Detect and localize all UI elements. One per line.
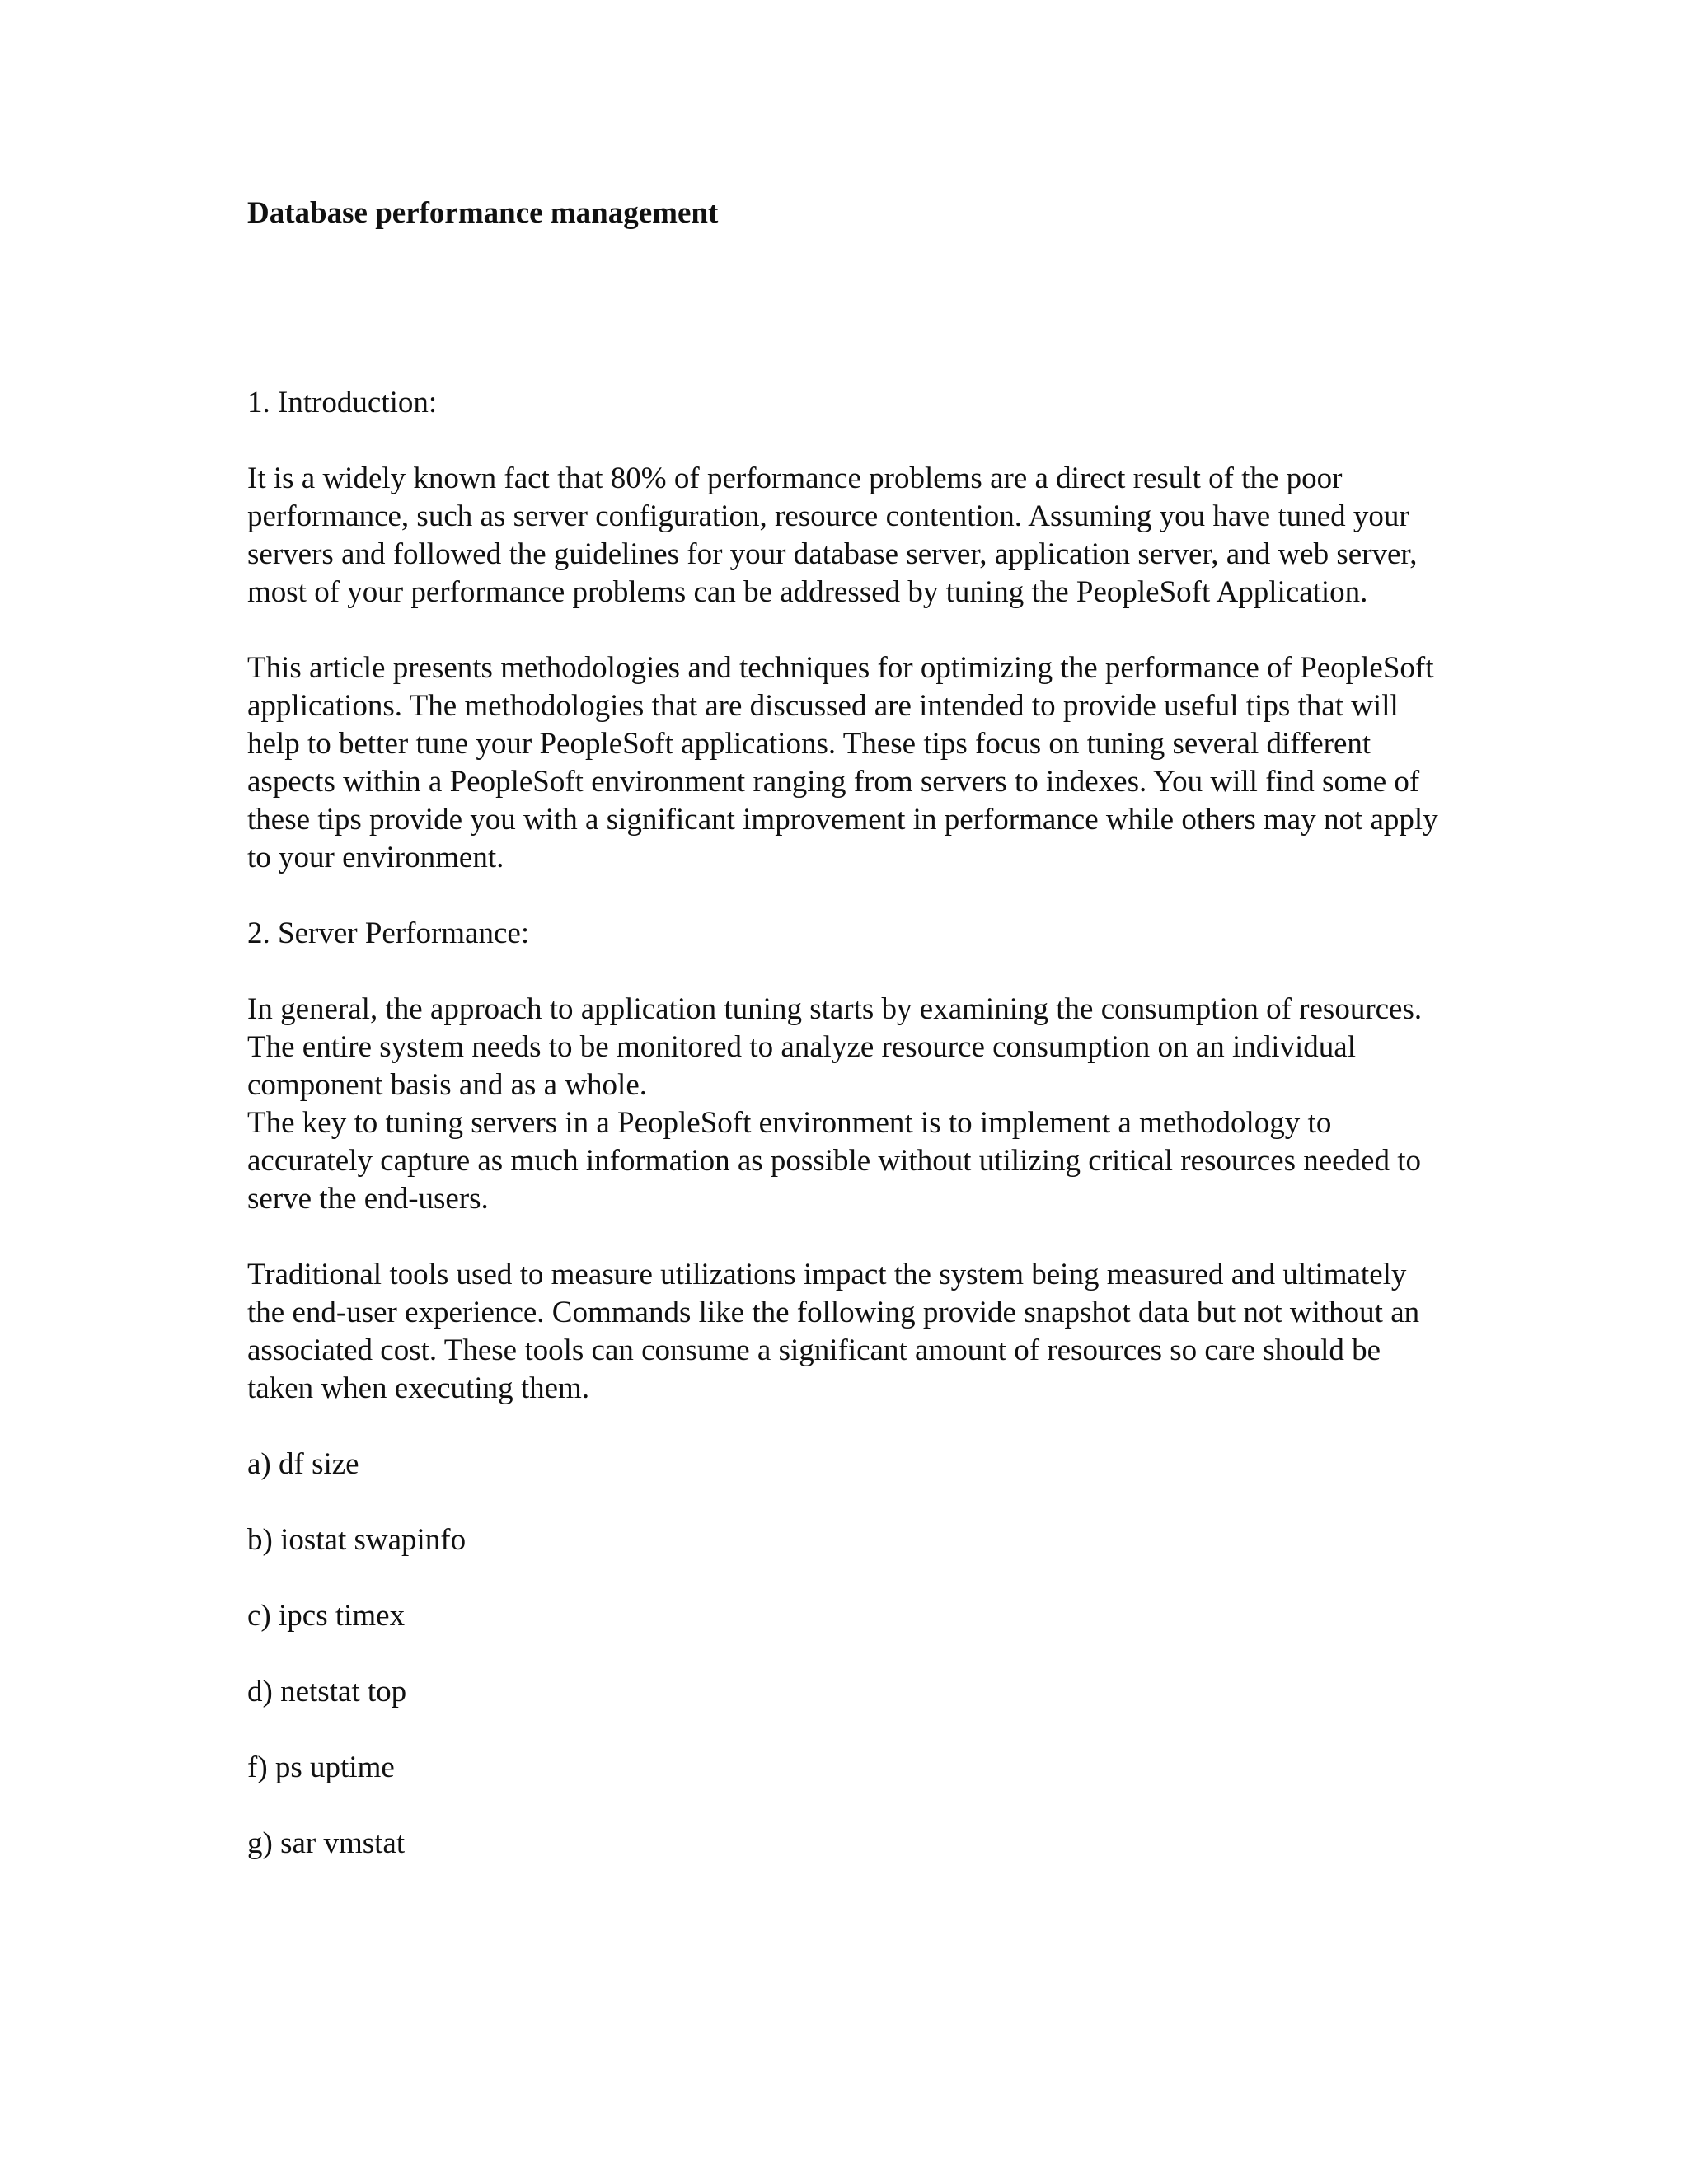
command-item: a) df size xyxy=(247,1447,359,1481)
command-item: g) sar vmstat xyxy=(247,1826,406,1860)
document-content xyxy=(247,194,1451,1900)
section-heading-server-performance: 2. Server Performance: xyxy=(247,916,530,950)
command-item: b) iostat swapinfo xyxy=(247,1523,467,1557)
server-paragraph-3: Traditional tools used to measure utilizations impact the system being measured and ultimately the end-user experience. Commands like the following provide snapshot data but not without an associated cost. These tools can consume a significant amount of resources so care should be taken when executing them. xyxy=(247,1258,1420,1405)
command-list xyxy=(247,1446,1451,1863)
server-paragraph-1: In general, the approach to application tuning starts by examining the consumption of resources. The entire system needs to be monitored to analyze resource consumption on an individual component basis and as a whole. xyxy=(247,992,1423,1102)
command-item: d) netstat top xyxy=(247,1675,407,1708)
server-paragraph-2: The key to tuning servers in a PeopleSoft environment is to implement a methodology to accurately capture as much information as possible without utilizing critical resources needed to serve the end-users. xyxy=(247,1106,1422,1216)
document-title: Database performance management xyxy=(247,196,719,230)
intro-paragraph-1: It is a widely known fact that 80% of performance problems are a direct result of the poor performance, such as server configuration, resource contention. Assuming you have tuned your servers and followed the guidelines for your database server, application server, and web server, most of your performance problems can be addressed by tuning the PeopleSoft Application. xyxy=(247,462,1418,609)
section-heading-introduction: 1. Introduction: xyxy=(247,386,438,419)
command-item: c) ipcs timex xyxy=(247,1599,406,1633)
intro-paragraph-2: This article presents methodologies and techniques for optimizing the performance of PeopleSoft applications. The methodologies that are discussed are intended to provide useful tips that will help to better tune your PeopleSoft applications. These tips focus on tuning several different aspects within a PeopleSoft environment ranging from servers to indexes. You will find some of these tips provide you with a significant improvement in performance while others may not apply to your environment. xyxy=(247,651,1438,874)
command-item: f) ps uptime xyxy=(247,1750,395,1784)
